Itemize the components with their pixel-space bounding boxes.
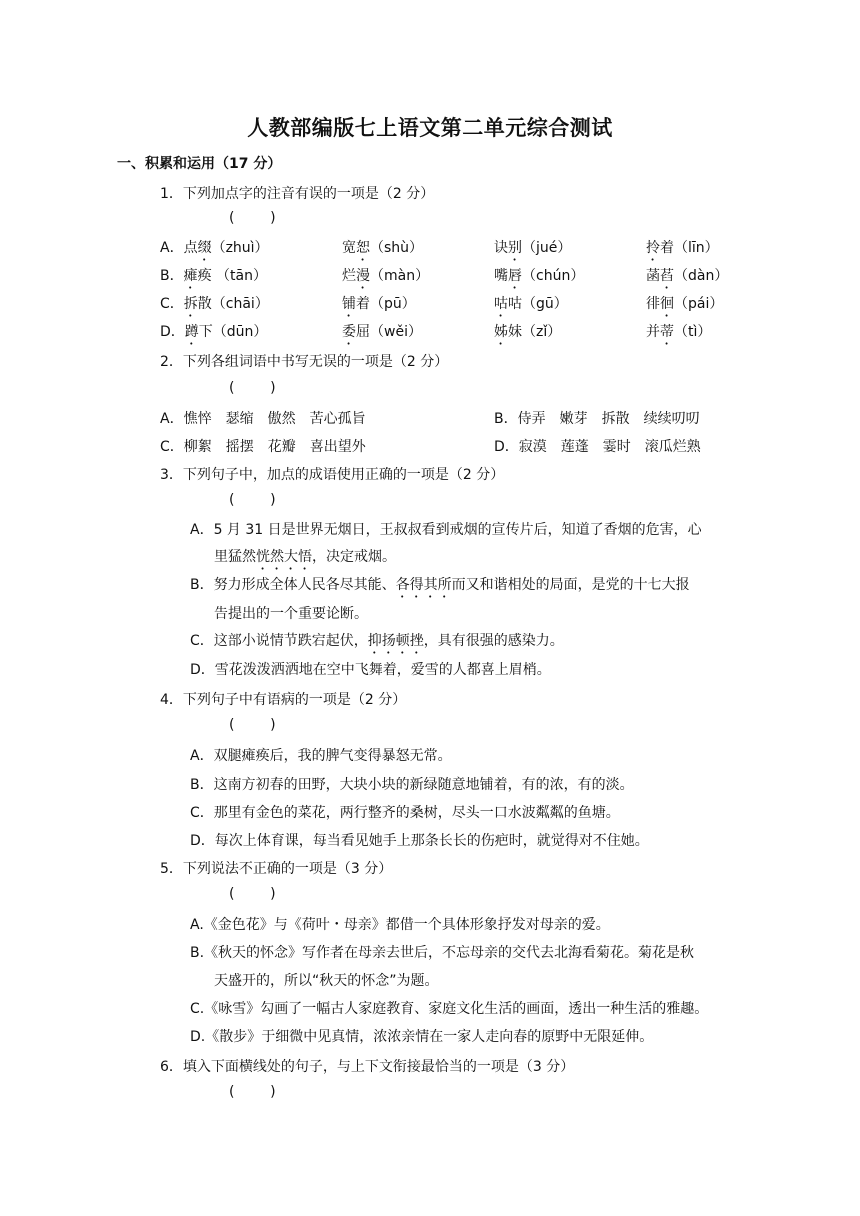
text: （zhuì） [211,240,269,256]
option-d: D．寂漠 莲蓬 霎时 滚瓜烂熟 [494,439,701,455]
text: 咕（gū） [508,296,568,312]
text: C．这部小说情节跌宕起伏， [190,633,368,649]
question-3-option-b-line-1 [190,574,690,601]
dotted-idiom: 抑扬顿挫 [367,633,424,649]
question-3-option-b-line-2: 告提出的一个重要论断。 [214,606,368,622]
pinyin-item [342,265,429,292]
dotted-char: 拎 [646,240,660,256]
text: 着（pū） [356,296,416,312]
pinyin-item [646,237,719,264]
question-5-stem: 5．下列说法不正确的一项是（3 分） [160,861,393,877]
dotted-char: 缀 [197,240,212,256]
question-3-stem: 3．下列句子中，加点的成语使用正确的一项是（2 分） [160,467,505,483]
text: 下（dūn） [198,324,268,340]
text: （pái） [674,296,724,312]
text: 里猛然 [214,549,256,565]
dotted-char: 拆 [183,296,198,312]
dotted-char: 萏 [660,268,674,284]
question-5-option-d: D.《散步》于细微中见真情，浓浓亲情在一家人走向春的原野中无限延伸。 [190,1029,654,1045]
dotted-char: 咕 [494,296,508,312]
pinyin-item [646,265,728,292]
question-5-option-b-line-2: 天盛开的，所以“秋天的怀念”为题。 [214,973,439,989]
pinyin-item [494,293,568,320]
question-3-option-a-line-1: A．5 月 31 日是世界无烟日，王叔叔看到戒烟的宣传片后，知道了香烟的危害，心 [190,522,702,538]
question-6-stem: 6．填入下面横线处的句子，与上下文衔接最恰当的一项是（3 分） [160,1059,575,1075]
pinyin-item [342,293,416,320]
dotted-char: 蒂 [660,324,674,340]
text: 而又和谐相处的局面，是党的十七大报 [451,577,690,593]
section-heading: 一、积累和运用（17 分） [117,156,282,172]
text: 痪 （tān） [197,268,268,284]
question-1-row [160,321,735,341]
question-1-stem: 1．下列加点字的注音有误的一项是（2 分） [160,186,435,202]
question-1-row [160,265,735,285]
dotted-char: 恕 [356,240,370,256]
question-2-row-1 [160,408,735,428]
pinyin-item [160,293,269,320]
answer-blank-2: ( ) [229,380,276,396]
pinyin-item [494,237,571,264]
dotted-char: 漫 [356,268,370,284]
text: （màn） [370,268,430,284]
text: （chún） [522,268,585,284]
option-label: B． [160,268,184,284]
question-4-stem: 4．下列句子中有语病的一项是（2 分） [160,692,407,708]
question-4-option-c: C．那里有金色的菜花，两行整齐的桑树，尽头一口水波粼粼的鱼塘。 [190,805,620,821]
answer-blank-6: ( ) [229,1084,276,1100]
option-c: C．柳絮 摇摆 花瓣 喜出望外 [160,439,366,455]
pinyin-item [160,237,269,264]
dotted-char: 唇 [508,268,522,284]
text: （tì） [674,324,712,340]
text: 宽 [342,240,356,256]
text: ，决定戒烟。 [312,549,396,565]
pinyin-item [160,265,267,292]
question-3-option-a-line-2 [214,546,734,573]
option-b: B．侍弄 嫩芽 拆散 续续叨叨 [494,411,700,427]
dotted-char: 蹲 [184,324,199,340]
dotted-char: 别 [508,240,522,256]
option-label: A． [160,240,184,256]
question-2-row-2 [160,436,735,456]
pinyin-item [342,237,423,264]
text: 点 [183,240,198,256]
text: 并 [646,324,660,340]
answer-blank-5: ( ) [229,886,276,902]
question-4-option-b: B．这南方初春的田野，大块小块的新绿随意地铺着，有的浓，有的淡。 [190,777,634,793]
question-4-option-d: D．每次上体育课，每当看见她手上那条长长的伤疤时，就觉得对不住她。 [190,833,649,849]
text: 散（chāi） [197,296,269,312]
text: 诀 [494,240,508,256]
text: 妹（zǐ） [508,324,562,340]
answer-blank-1: ( ) [229,210,276,226]
text: （jué） [522,240,572,256]
dotted-char: 铺 [342,296,356,312]
pinyin-item [160,321,267,348]
dotted-char: 瘫 [183,268,198,284]
pinyin-item [646,321,711,348]
question-5-option-b-line-1: B.《秋天的怀念》写作者在母亲去世后，不忘母亲的交代去北海看菊花。菊花是秋 [190,945,695,961]
question-1-row [160,237,735,257]
option-label: C． [160,296,184,312]
text: （shù） [370,240,424,256]
question-5-option-a: A.《金色花》与《荷叶・母亲》都借一个具体形象抒发对母亲的爱。 [190,917,610,933]
dotted-char: 委 [342,324,356,340]
dotted-idiom: 恍然大悟 [256,549,312,565]
option-a: A．憔悴 瑟缩 傲然 苦心孤旨 [160,411,366,427]
text: 菡 [646,268,660,284]
question-5-option-c: C.《咏雪》勾画了一幅古人家庭教育、家庭文化生活的画面，透出一种生活的雅趣。 [190,1001,709,1017]
text: 烂 [342,268,356,284]
text: 徘 [646,296,660,312]
dotted-char: 姊 [494,324,508,340]
text: B．努力形成全体人民各尽其能、 [190,577,396,593]
question-3-option-c [190,630,564,657]
text: （dàn） [674,268,729,284]
answer-blank-4: ( ) [229,717,276,733]
answer-blank-3: ( ) [229,492,276,508]
dotted-char: 徊 [660,296,674,312]
question-2-stem: 2．下列各组词语中书写无误的一项是（2 分） [160,354,449,370]
pinyin-item [494,265,584,292]
dotted-idiom: 各得其所 [395,577,452,593]
pinyin-item [494,321,561,348]
question-4-option-a: A．双腿瘫痪后，我的脾气变得暴怒无常。 [190,748,452,764]
pinyin-item [646,293,723,320]
text: 着（līn） [660,240,719,256]
option-label: D． [160,324,185,340]
question-1-row [160,293,735,313]
text: 嘴 [494,268,508,284]
pinyin-item [342,321,422,348]
text: ，具有很强的感染力。 [423,633,564,649]
text: 屈（wěi） [356,324,422,340]
question-3-option-d: D．雪花泼泼洒洒地在空中飞舞着，爱雪的人都喜上眉梢。 [190,662,551,678]
page-title: 人教部编版七上语文第二单元综合测试 [247,116,613,140]
